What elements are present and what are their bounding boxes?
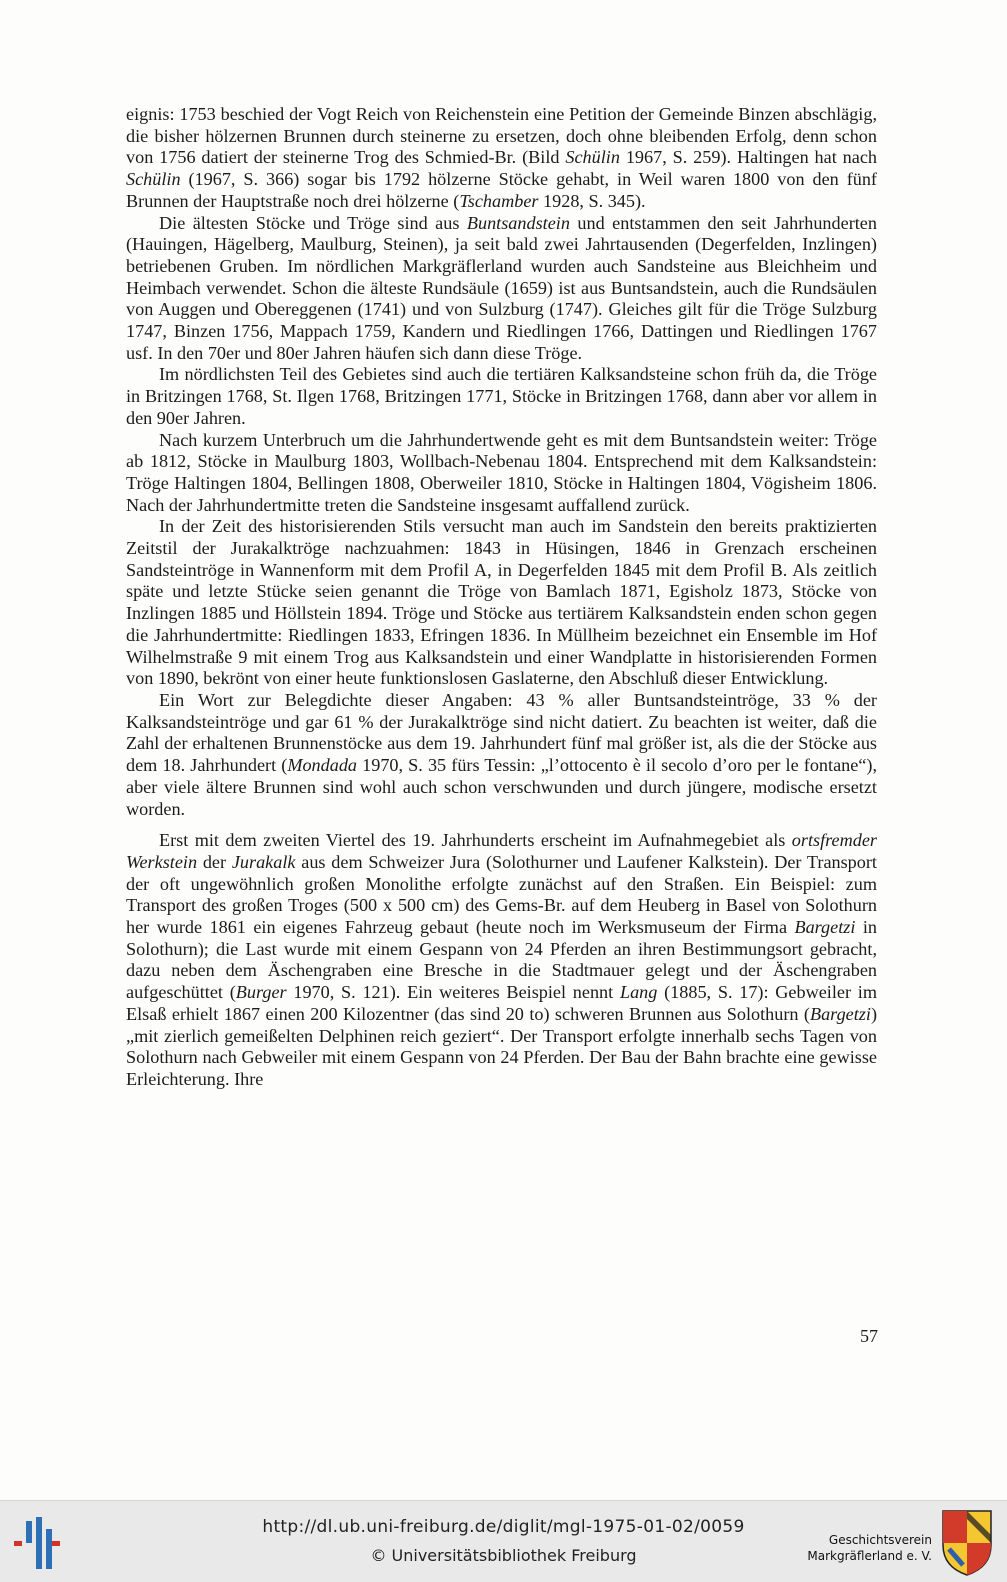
italic-reference: Buntsandstein	[466, 212, 570, 233]
text-run: 1967, S. 259). Haltingen hat nach	[619, 147, 877, 168]
text-run: Erst mit dem zweiten Viertel des 19. Jahrhunderts erscheint im Aufnahmegebiet als	[159, 830, 792, 851]
italic-reference: Schülin	[126, 169, 181, 190]
text-run: In der Zeit des historisierenden Stils versucht man auch im Sandstein den bereits praktizierten Zeitstil der Jurakalktröge nachzuahmen: 1843 in Hüsingen, 1846 in Grenzach erscheinen Sandsteintröge in Wannenform mit dem Profil A, in Degerfelden 1845 mit dem Profil B. Als zeitlich späte und letzte Stücke seien genannt die Tröge von Bamlach 1871, Egisholz 1873, Stöcke von Inzlingen 1885 und Höllstein 1894. Tröge und Stöcke aus tertiärem Kalksandstein enden schon gegen die Jahrhundertmitte: Riedlingen 1833, Efringen 1836. In Müllheim bezeichnet ein Ensemble im Hof Wilhelmstraße 9 mit einem Trog aus Kalksandstein und einer Wandplatte in historisierenden Formen von 1890, bekrönt von einer heute funktionslosen Gaslaterne, den Abschluß dieser Entwicklung.	[126, 516, 877, 689]
paragraph	[126, 213, 877, 365]
text-run: in Solothurn); die Last wurde mit einem Gespann von 24 Pferden an ihren Bestimmungsort gebracht, dazu neben dem Äschengraben eine Bresche in die Stadtmauer gelegt und der Äschengraben aufgeschüttet (	[126, 917, 877, 1003]
permalink-url[interactable]: http://dl.ub.uni-freiburg.de/diglit/mgl-1975-01-02/0059	[262, 1517, 745, 1537]
body-text	[126, 104, 877, 1091]
text-run: Die ältesten Stöcke und Tröge sind aus	[159, 212, 467, 233]
society-name-line1: Geschichtsverein	[828, 1533, 932, 1547]
paragraph	[126, 104, 877, 213]
text-run: 1928, S. 345).	[538, 190, 646, 211]
italic-reference: Jurakalk	[231, 851, 296, 872]
text-run: Im nördlichsten Teil des Gebietes sind auch die tertiären Kalksandsteine schon früh da, die Tröge in Britzingen 1768, St. Ilgen 1768, Britzingen 1771, Stöcke in Britzingen 1768, dann aber vor allem in den 90er Jahren.	[126, 364, 877, 428]
italic-reference: Lang	[619, 982, 658, 1003]
text-run: 1970, S. 121). Ein weiteres Beispiel nennt	[286, 982, 620, 1003]
text-run: ) „mit zierlich gemeißelten Delphinen reich geziert“. Der Transport erfolgte innerhalb sechs Tagen von Solothurn nach Gebweiler mit einem Gespann von 24 Pferden. Der Bau der Bahn brachte eine gewisse Erleichterung. Ihre	[126, 1003, 877, 1089]
text-run: (1885, S. 17): Gebweiler im Elsaß erhielt 1867 einen 200 Kilozentner (das sind 20 to) schweren Brunnen aus Solothurn (	[126, 982, 877, 1024]
italic-reference: ortsfremder Werkstein	[126, 830, 877, 872]
italic-reference: Mondada	[287, 755, 358, 776]
society-name[interactable]	[807, 1532, 932, 1564]
italic-reference: Burger	[235, 982, 287, 1003]
text-run: 1970, S. 35 fürs Tessin: „l’ottocento è il secolo d’oro per le fontane“), aber viele ältere Brunnen sind wohl auch schon verschwunden und durch jüngere, modische ersetzt worden.	[126, 755, 877, 819]
text-run: und entstammen den seit Jahrhunderten (Hauingen, Hägelberg, Maulburg, Steinen), ja seit bald zwei Jahrtausenden (Degerfelden, Inzlingen) betriebenen Gruben. Im nördlichen Markgräflerland wurden auch Sandsteine aus Bleichheim und Heimbach verwendet. Schon die älteste Rundsäule (1659) ist aus Buntsandstein, auch die Rundsäulen von Auggen und Obereggenen (1741) und von Sulzburg (1747). Gleiches gilt für die Tröge Sulzburg 1747, Binzen 1756, Mappach 1759, Kandern und Riedlingen 1766, Dattingen und Riedlingen 1767 usf. In den 70er und 80er Jahren häufen sich dann diese Tröge.	[126, 212, 877, 363]
paragraph	[126, 690, 877, 820]
paragraph	[126, 364, 877, 429]
text-run: eignis: 1753 beschied der Vogt Reich von Reichenstein eine Petition der Gemeinde Binzen abschlägig, die bisher hölzernen Brunnen durch steinerne zu ersetzen, doch ohne bleibenden Erfolg, denn schon von 1756 datiert der steinerne Trog des Schmied-Br. (Bild	[126, 104, 877, 168]
text-run: der	[197, 851, 232, 872]
italic-reference: Bargetzi	[809, 1003, 871, 1024]
text-run: (1967, S. 366) sogar bis 1792 hölzerne Stöcke gehabt, in Weil waren 1800 von den fünf Brunnen der Hauptstraße noch drei hölzerne (	[126, 169, 877, 211]
paragraph	[126, 430, 877, 517]
society-name-line2: Markgräflerland e. V.	[807, 1549, 932, 1563]
italic-reference: Tschamber	[459, 190, 539, 211]
coat-of-arms-icon	[939, 1507, 995, 1577]
page-number: 57	[860, 1326, 878, 1346]
paragraph	[126, 830, 877, 1090]
copyright-notice: © Universitätsbibliothek Freiburg	[370, 1546, 637, 1565]
text-run: aus dem Schweizer Jura (Solothurner und Laufener Kalkstein). Der Transport der oft ungewöhnlich großen Monolithe erfolgte zunächst auf den Straßen. Ein Beispiel: zum Transport des großen Troges (500 x 500 cm) des Gems-Br. auf dem Heuberg in Basel von Solothurn her wurde 1861 ein eigenes Fahrzeug gebaut (heute noch im Werksmuseum der Firma	[126, 851, 877, 938]
text-run: Ein Wort zur Belegdichte dieser Angaben: 43 % aller Buntsandsteintröge, 33 % der Kalksandsteintröge und gar 61 % der Jurakalktröge sind nicht datiert. Zu beachten ist weiter, daß die Zahl der erhaltenen Brunnenstöcke aus dem 19. Jahrhundert fünf mal größer ist, als die der Stöcke aus dem 18. Jahrhundert (	[126, 689, 877, 776]
italic-reference: Schülin	[565, 147, 620, 168]
italic-reference: Bargetzi	[794, 917, 856, 938]
text-run: Nach kurzem Unterbruch um die Jahrhundertwende geht es mit dem Buntsandstein weiter: Tröge ab 1812, Stöcke in Maulburg 1803, Wollbach-Nebenau 1804. Entsprechend mit dem Kalksandstein: Tröge Haltingen 1804, Bellingen 1808, Oberweiler 1810, Stöcke in Haltingen 1804, Vögisheim 1806. Nach der Jahrhundertmitte treten die Sandsteine insgesamt auffallend zurück.	[126, 429, 877, 515]
viewer-footer	[0, 1500, 1007, 1582]
paragraph	[126, 516, 877, 690]
